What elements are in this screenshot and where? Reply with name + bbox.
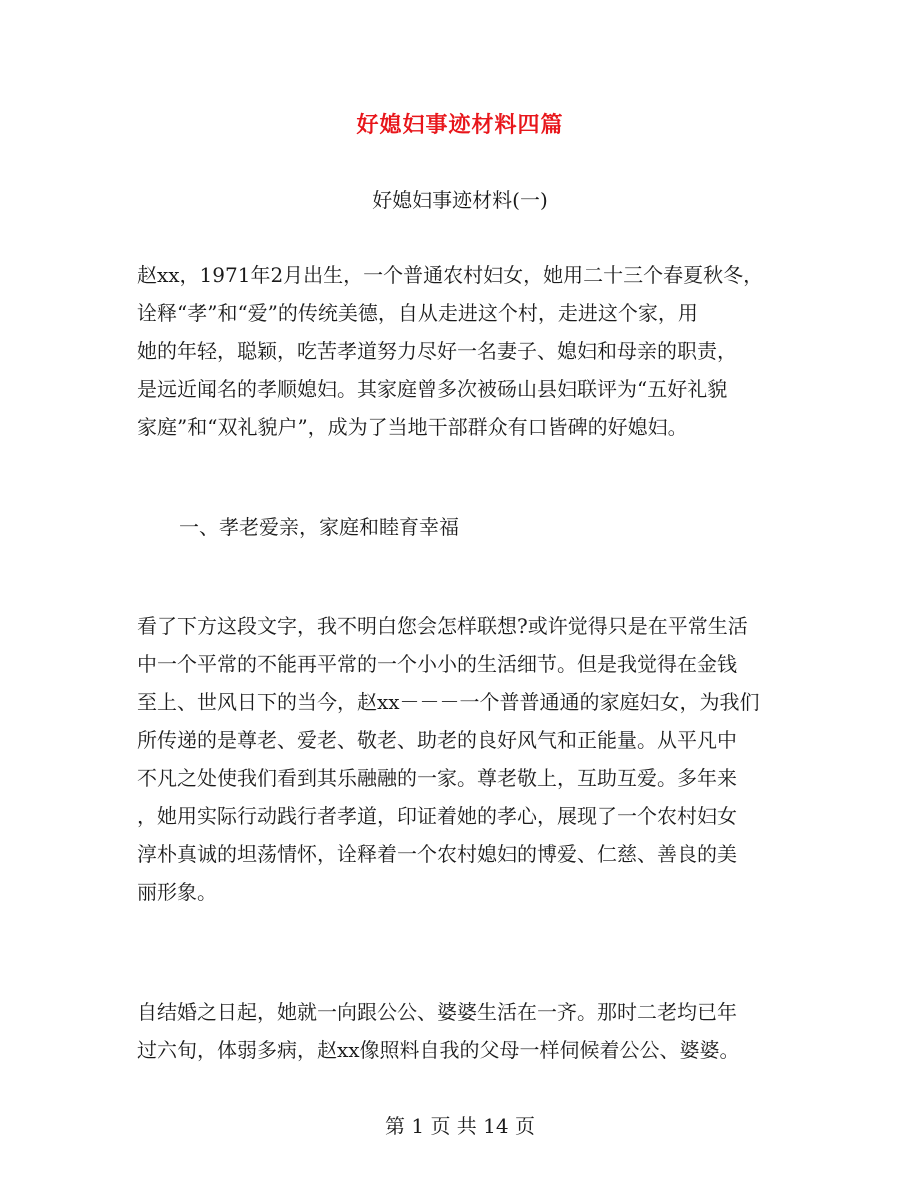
paragraph-line: 过六旬，体弱多病，赵xx像照料自我的父母一样伺候着公公、婆婆。 [137,1038,740,1062]
section-heading: 一、孝老爱亲，家庭和睦育幸福 [179,515,459,539]
paragraph-body [137,607,787,911]
paragraph-line: 所传递的是尊老、爱老、敬老、助老的良好风气和正能量。从平凡中 [137,728,737,752]
paragraph-line: 至上、世风日下的当今，赵xx－－－一个普普通通的家庭妇女，为我们 [137,690,760,714]
paragraph-line: 是远近闻名的孝顺媳妇。其家庭曾多次被砀山县妇联评为“五好礼貌 [137,377,728,401]
paragraph-line: 中一个平常的不能再平常的一个小小的生活细节。但是我觉得在金钱 [137,652,737,676]
paragraph-line: 丽形象。 [137,880,217,904]
paragraph-line: 诠释“孝”和“爱”的传统美德，自从走进这个村，走进这个家，用 [137,301,698,325]
paragraph-line: 自结婚之日起，她就一向跟公公、婆婆生活在一齐。那时二老均已年 [137,1000,737,1024]
paragraph-intro [137,256,787,446]
paragraph-line: 不凡之处使我们看到其乐融融的一家。尊老敬上，互助互爱。多年来 [137,766,737,790]
paragraph-marriage [137,993,787,1069]
paragraph-line: ，她用实际行动践行者孝道，印证着她的孝心，展现了一个农村妇女 [137,804,737,828]
page-footer: 第 1 页 共 14 页 [385,1114,535,1138]
paragraph-line: 看了下方这段文字，我不明白您会怎样联想?或许觉得只是在平常生活 [137,614,748,638]
paragraph-line: 淳朴真诚的坦荡情怀，诠释着一个农村媳妇的博爱、仁慈、善良的美 [137,842,737,866]
paragraph-line: 她的年轻，聪颖，吃苦孝道努力尽好一名妻子、媳妇和母亲的职责， [137,339,737,363]
document-title: 好媳妇事迹材料四篇 [356,112,564,138]
paragraph-line: 赵xx，1971年2月出生，一个普通农村妇女，她用二十三个春夏秋冬， [137,263,764,287]
paragraph-line: 家庭”和“双礼貌户”，成为了当地干部群众有口皆碑的好媳妇。 [137,415,688,439]
document-subtitle: 好媳妇事迹材料(一) [372,188,548,212]
